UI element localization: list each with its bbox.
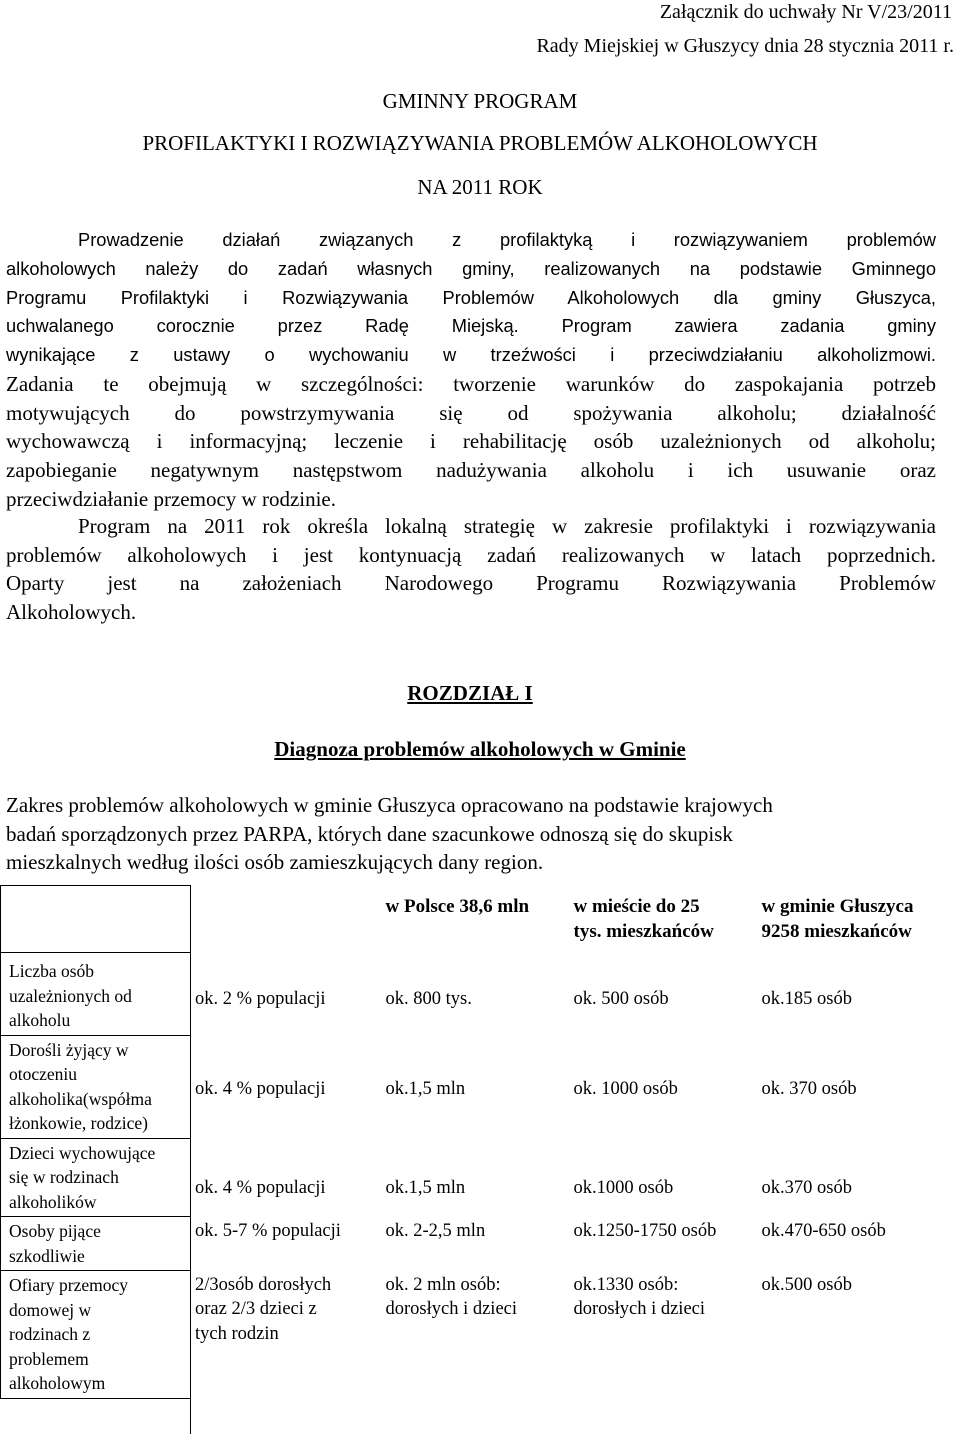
- row-percent: [191, 1271, 382, 1399]
- intro-line: uchwalanego corocznie przez Radę Miejską. Program zawiera zadania gminy: [6, 315, 936, 337]
- attachment-header-line-1: Załącznik do uchwały Nr V/23/2011: [659, 1, 952, 23]
- diagnosis-table: [0, 885, 956, 1399]
- header-city: [570, 886, 758, 953]
- header-city-line: w mieście do 25: [573, 895, 700, 917]
- intro-line: alkoholowych należy do zadań własnych gminy, realizowanych na podstawie Gminnego: [6, 257, 936, 279]
- program-line: Oparty jest na założeniach Narodowego Programu Rozwiązywania Problemów: [6, 571, 936, 596]
- row-city-line: ok.1000 osób: [573, 1178, 674, 1198]
- header-gmina: [758, 886, 956, 953]
- row-label-line: Osoby pijące: [9, 1221, 101, 1241]
- table-row: [1, 953, 956, 1036]
- header-city-line: tys. mieszkańców: [573, 920, 714, 942]
- row-gmina: [758, 1271, 956, 1399]
- chapter-title: ROZDZIAŁ I: [407, 681, 533, 705]
- row-gmina-line: ok.500 osób: [761, 1274, 852, 1295]
- program-title-line-1: GMINNY PROGRAM: [382, 89, 578, 113]
- row-label-line: Ofiary przemocy: [9, 1275, 129, 1295]
- row-label-line: otoczeniu: [9, 1064, 78, 1084]
- row-percent-line: tych rodzin: [195, 1323, 279, 1344]
- row-poland: [382, 1138, 570, 1217]
- row-label-line: szkodliwie: [9, 1245, 85, 1266]
- row-gmina-line: ok.185 osób: [761, 988, 852, 1009]
- row-percent-line: ok. 5-7 % populacji: [195, 1220, 341, 1241]
- row-poland-line: ok. 2-2,5 mln: [385, 1220, 486, 1241]
- row-percent-line: ok. 4 % populacji: [195, 1178, 326, 1198]
- row-label-line: problemem: [9, 1348, 89, 1369]
- row-label: [1, 1138, 191, 1217]
- table-header-row: [1, 886, 956, 953]
- row-poland-line: ok.1,5 mln: [385, 1078, 466, 1099]
- row-city-line: ok. 500 osób: [573, 988, 669, 1009]
- row-gmina-line: ok.470-650 osób: [761, 1220, 886, 1241]
- row-label-line: domowej w: [9, 1299, 92, 1320]
- intro-line: wynikające z ustawy o wychowaniu w trzeźwości i przeciwdziałaniu alkoholizmowi.: [6, 344, 936, 366]
- tasks-paragraph: [6, 370, 936, 513]
- row-label-line: Dorośli żyjący w: [9, 1039, 129, 1060]
- row-poland-line: dorosłych i dzieci: [385, 1299, 518, 1319]
- program-title-line-3: NA 2011 ROK: [417, 175, 543, 199]
- table-row: [1, 1271, 956, 1399]
- scope-paragraph: [6, 791, 936, 877]
- intro-line: Prowadzenie działań związanych z profilaktyką i rozwiązywaniem problemów: [78, 229, 936, 250]
- attachment-header-line-2: Rady Miejskiej w Głuszycy dnia 28 stycznia 2011 r.: [536, 35, 954, 57]
- row-city: [570, 1138, 758, 1217]
- table-header-empty: [191, 886, 382, 953]
- row-poland-line: ok.1,5 mln: [385, 1178, 466, 1198]
- row-gmina-line: ok. 370 osób: [761, 1078, 857, 1099]
- row-label: [1, 1271, 191, 1399]
- table-row: [1, 1217, 956, 1271]
- row-gmina: [758, 1035, 956, 1138]
- row-poland: [382, 1217, 570, 1271]
- row-city-line: ok.1330 osób:: [573, 1274, 679, 1295]
- row-label-line: Dzieci wychowujące: [9, 1142, 156, 1163]
- program-line: problemów alkoholowych i jest kontynuacją zadań realizowanych w latach poprzednich.: [6, 542, 936, 567]
- row-gmina: [758, 1217, 956, 1271]
- row-percent: [191, 953, 382, 1036]
- table-row: [1, 1035, 956, 1138]
- row-percent-line: ok. 2 % populacji: [195, 988, 326, 1009]
- row-label: [1, 1035, 191, 1138]
- row-label-line: alkoholu: [9, 1010, 71, 1030]
- row-city-line: ok. 1000 osób: [573, 1078, 678, 1099]
- scope-line: mieszkalnych według ilości osób zamieszkujących dany region.: [6, 850, 544, 875]
- row-city: [570, 953, 758, 1036]
- header-poland: w Polsce 38,6 mln: [385, 895, 530, 917]
- row-gmina: [758, 1138, 956, 1217]
- row-label-line: uzależnionych od: [9, 985, 132, 1006]
- scope-line: badań sporządzonych przez PARPA, których dane szacunkowe odnoszą się do skupisk: [6, 821, 733, 846]
- row-label-line: łżonkowie, rodzice): [9, 1113, 148, 1133]
- row-percent: [191, 1217, 382, 1271]
- header-gmina-line: w gminie Głuszyca: [761, 895, 914, 917]
- program-line: Program na 2011 rok określa lokalną strategię w zakresie profilaktyki i rozwiązywania: [78, 514, 936, 538]
- program-line: Alkoholowych.: [6, 600, 137, 625]
- row-percent-line: oraz 2/3 dzieci z: [195, 1299, 317, 1319]
- row-label-line: rodzinach z: [9, 1324, 91, 1344]
- row-label: [1, 1217, 191, 1271]
- row-label-line: alkoholika(współma: [9, 1088, 152, 1109]
- intro-paragraph: [6, 226, 936, 370]
- row-city-line: ok.1250-1750 osób: [573, 1220, 717, 1241]
- intro-line: Programu Profilaktyki i Rozwiązywania Problemów Alkoholowych dla gminy Głuszyca,: [6, 286, 936, 308]
- row-poland: [382, 1271, 570, 1399]
- row-gmina-line: ok.370 osób: [761, 1178, 852, 1198]
- row-percent: [191, 1138, 382, 1217]
- header-gmina-line: 9258 mieszkańców: [761, 920, 912, 942]
- row-label-line: alkoholików: [9, 1191, 97, 1212]
- tasks-line: wychowawczą i informacyjną; leczenie i rehabilitację osób uzależnionych od alkoholu;: [6, 429, 936, 454]
- tasks-line: motywujących do powstrzymywania się od spożywania alkoholu; działalność: [6, 400, 936, 425]
- row-city-line: dorosłych i dzieci: [573, 1299, 706, 1319]
- row-poland: [382, 1035, 570, 1138]
- scope-line: Zakres problemów alkoholowych w gminie Głuszyca opracowano na podstawie krajowych: [6, 793, 773, 817]
- row-percent: [191, 1035, 382, 1138]
- row-percent-line: 2/3osób dorosłych: [195, 1274, 332, 1295]
- chapter-subtitle: Diagnoza problemów alkoholowych w Gminie: [274, 737, 686, 761]
- program-paragraph: [6, 512, 936, 627]
- table-row: [1, 1138, 956, 1217]
- row-label-line: alkoholowym: [9, 1373, 106, 1393]
- row-percent-line: ok. 4 % populacji: [195, 1078, 326, 1099]
- table-corner-cell: [1, 886, 191, 953]
- row-city: [570, 1217, 758, 1271]
- tasks-line: przeciwdziałanie przemocy w rodzinie.: [6, 486, 337, 511]
- row-city: [570, 1035, 758, 1138]
- row-city: [570, 1271, 758, 1399]
- row-poland-line: ok. 800 tys.: [385, 988, 472, 1009]
- row-gmina: [758, 953, 956, 1036]
- row-poland: [382, 953, 570, 1036]
- tasks-line: Zadania te obejmują w szczególności: tworzenie warunków do zaspokajania potrzeb: [6, 372, 936, 396]
- tasks-line: zapobieganie negatywnym następstwom nadużywania alkoholu i ich usuwanie oraz: [6, 458, 936, 483]
- row-poland-line: ok. 2 mln osób:: [385, 1274, 501, 1295]
- row-label-line: Liczba osób: [9, 961, 95, 981]
- row-label: [1, 953, 191, 1036]
- row-label-line: się w rodzinach: [9, 1167, 119, 1187]
- program-title-line-2: PROFILAKTYKI I ROZWIĄZYWANIA PROBLEMÓW ALKOHOLOWYCH: [142, 131, 818, 155]
